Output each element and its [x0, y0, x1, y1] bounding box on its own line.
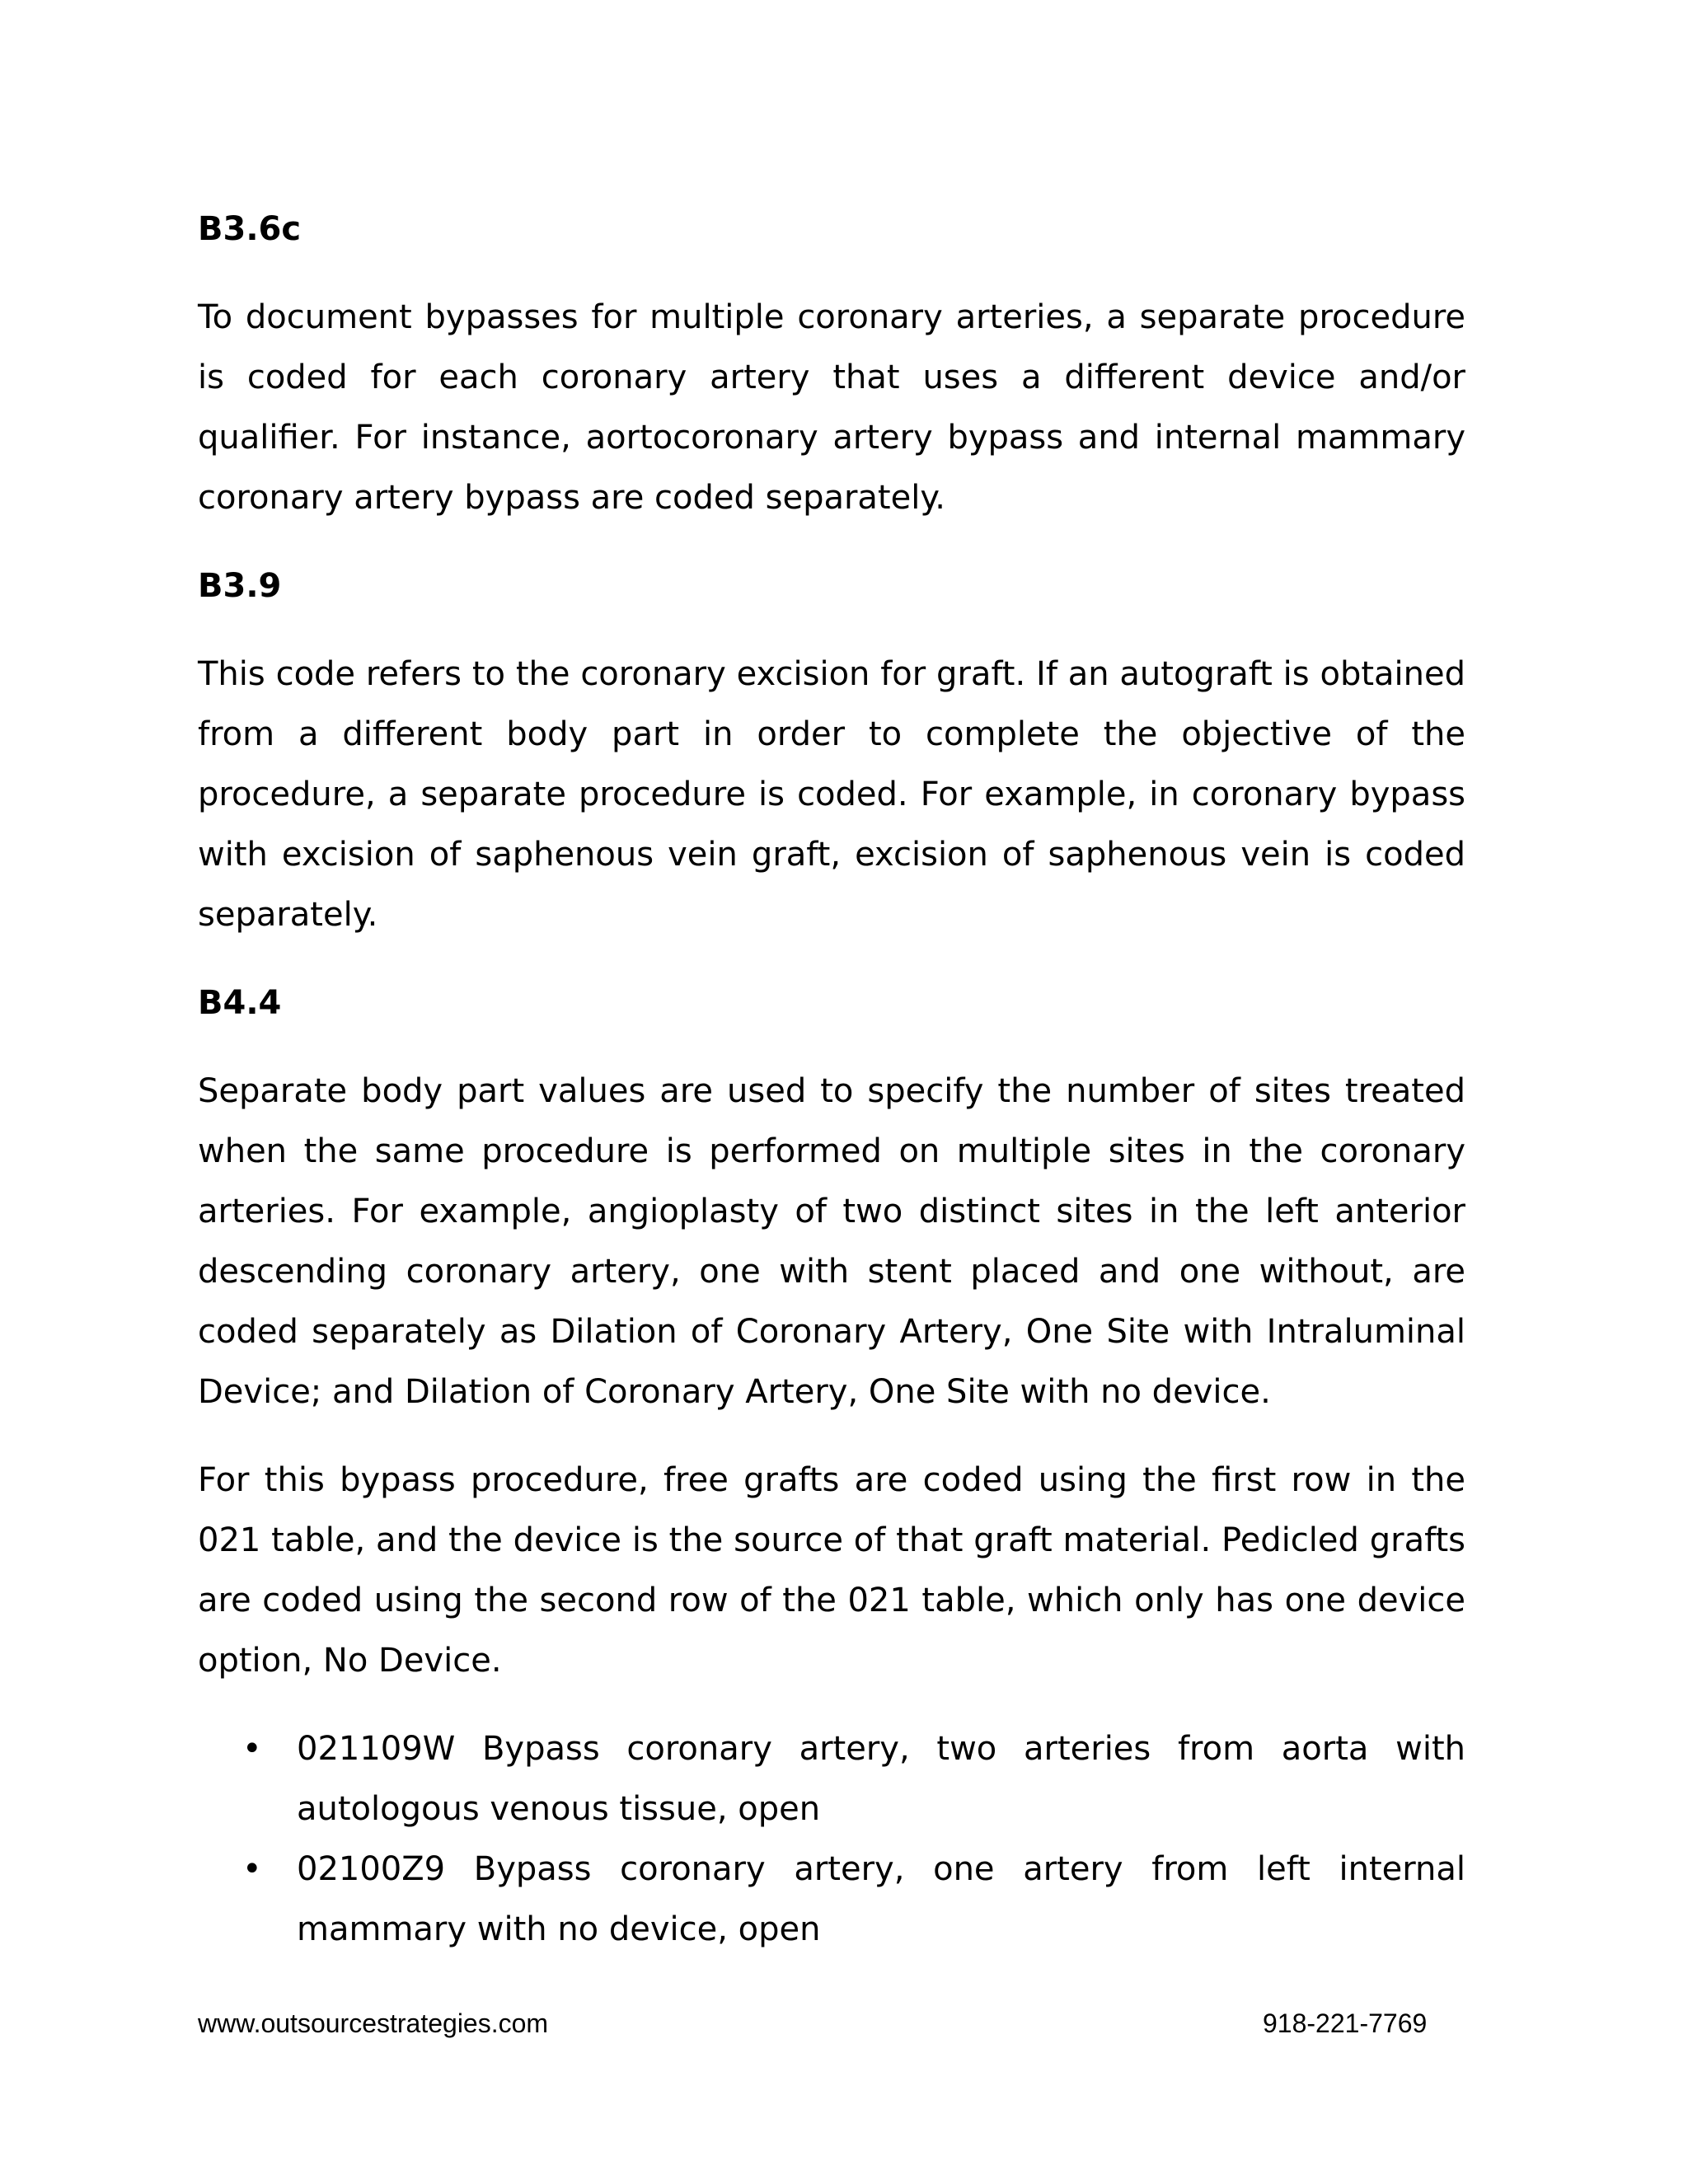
section-heading: B4.4: [198, 984, 282, 1022]
section-b3-6c: [198, 199, 1465, 528]
list-item: [198, 1719, 1465, 1840]
section-b4-4: [198, 973, 1465, 1960]
document-body: [198, 199, 1465, 1960]
list-item-text: 021109W Bypass coronary artery, two arteries from aorta with autologous venous tissue, open: [297, 1730, 1465, 1828]
section-paragraph: To document bypasses for multiple coronary arteries, a separate procedure is coded for each coronary artery that uses a different device and/or qualifier. For instance, aortocoronary artery bypass and internal mammary coronary artery bypass are coded separately.: [198, 298, 1465, 517]
bullet-icon: •: [242, 1730, 262, 1768]
section-heading: B3.9: [198, 567, 282, 605]
section-heading: B3.6c: [198, 210, 302, 248]
footer-website: www.outsourcestrategies.com: [198, 2008, 549, 2038]
code-example-list: [198, 1719, 1465, 1960]
section-paragraph: For this bypass procedure, free grafts are coded using the first row in the 021 table, and the device is the source of that graft material. Pedicled grafts are coded using the second row of the 021 table, which only has one device option, No Device.: [198, 1461, 1465, 1680]
list-item: [198, 1840, 1465, 1960]
footer-phone: 918-221-7769: [1263, 2008, 1428, 2038]
list-item-text: 02100Z9 Bypass coronary artery, one artery from left internal mammary with no device, open: [297, 1850, 1465, 1948]
section-b3-9: [198, 556, 1465, 945]
section-paragraph: This code refers to the coronary excision for graft. If an autograft is obtained from a different body part in order to complete the objective of the procedure, a separate procedure is coded. For example, in coronary bypass with excision of saphenous vein graft, excision of saphenous vein is coded separately.: [198, 655, 1465, 934]
section-paragraph: Separate body part values are used to specify the number of sites treated when the same procedure is performed on multiple sites in the coronary arteries. For example, angioplasty of two distinct sites in the left anterior descending coronary artery, one with stent placed and one without, are coded separately as Dilation of Coronary Artery, One Site with Intraluminal Device; and Dilation of Coronary Artery, One Site with no device.: [198, 1072, 1465, 1411]
bullet-icon: •: [242, 1850, 262, 1888]
